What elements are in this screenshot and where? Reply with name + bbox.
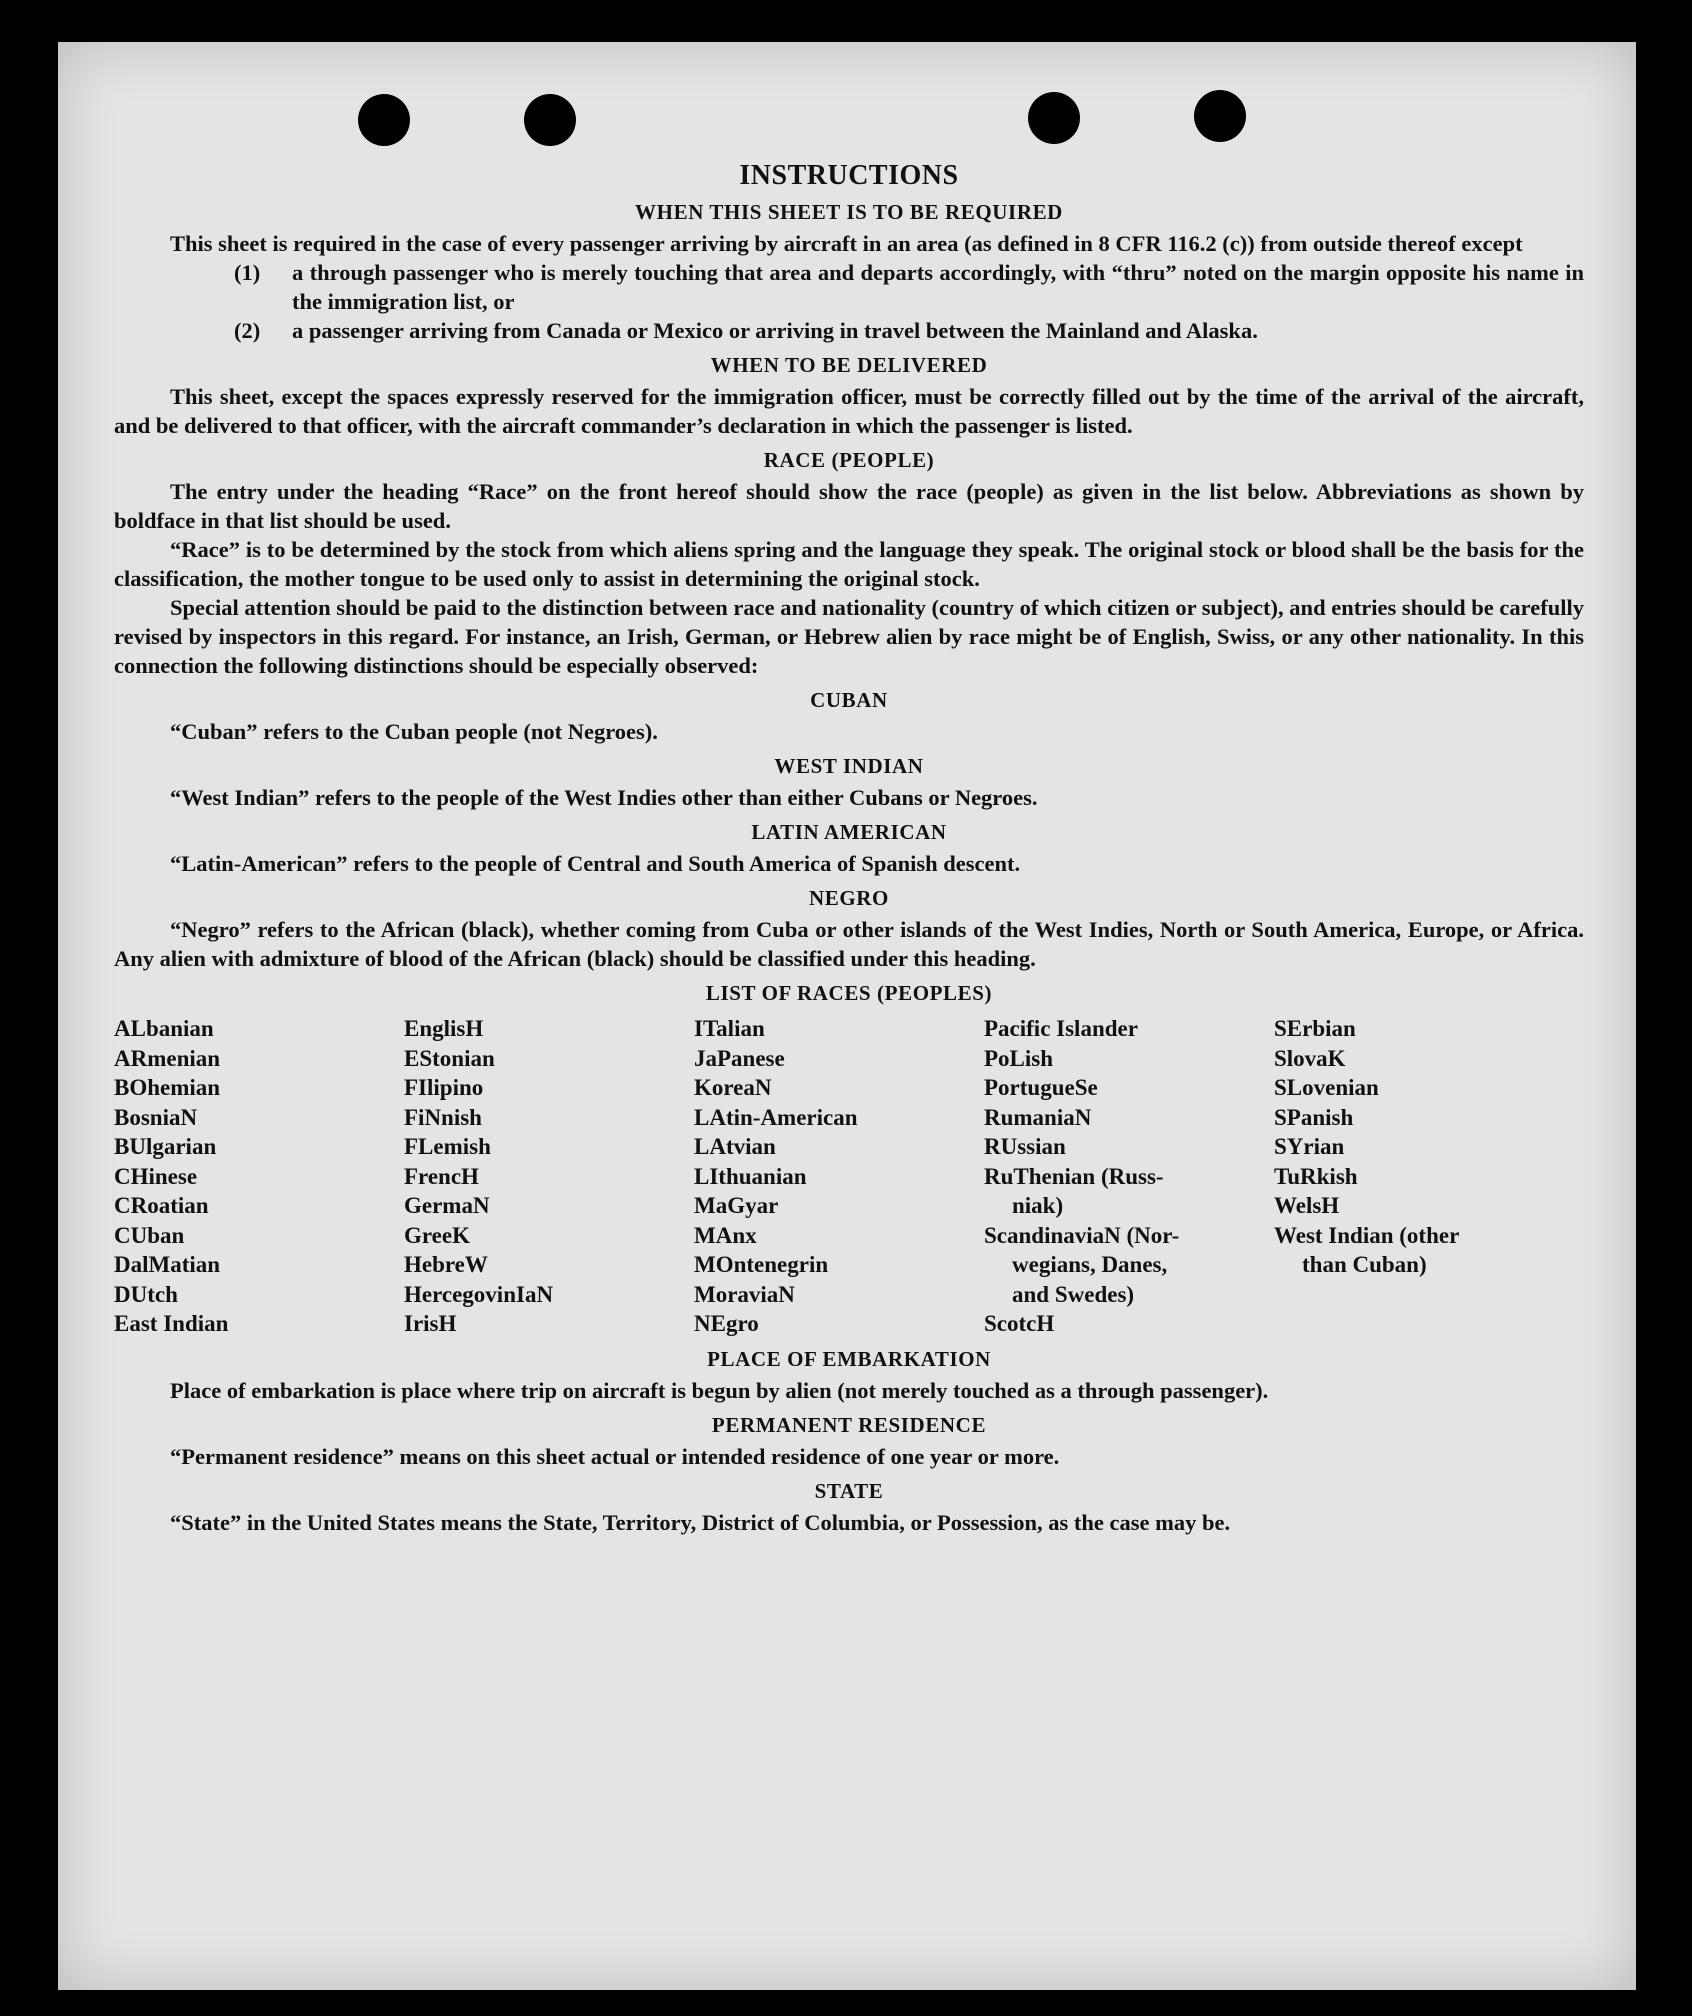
race-item: KoreaN xyxy=(694,1075,772,1100)
race-item: ITalian xyxy=(694,1016,765,1041)
item-text: a through passenger who is merely touching that area and departs accordingly, with “thru” noted on the margin opposite his name in the immigration list, or xyxy=(292,260,1584,314)
race-item: RuThenian (Russ- xyxy=(984,1163,1164,1189)
race-item: EStonian xyxy=(404,1045,495,1071)
race-item: BUlgarian xyxy=(114,1134,217,1159)
west-indian-text: “West Indian” refers to the people of the West Indies other than either Cubans or Negroes. xyxy=(170,785,1038,810)
races-column-4 xyxy=(984,1014,1274,1339)
page-title: INSTRUCTIONS xyxy=(739,160,959,191)
section-heading-latin-american: LATIN AMERICAN xyxy=(751,820,947,844)
punch-hole xyxy=(524,94,576,146)
race-item: LIthuanian xyxy=(694,1163,807,1189)
races-column-5 xyxy=(1274,1014,1564,1339)
race-paragraph: The entry under the heading “Race” on the front hereof should show the race (people) as given in the list below. Abbreviations as shown by boldface in that list should be used. xyxy=(114,479,1584,533)
race-item: SErbian xyxy=(1274,1016,1356,1041)
item-number: (2) xyxy=(234,318,261,343)
race-item: IrisH xyxy=(404,1311,457,1336)
race-item: SPanish xyxy=(1274,1104,1354,1130)
race-item: SlovaK xyxy=(1274,1045,1346,1071)
section-heading-delivered: WHEN TO BE DELIVERED xyxy=(710,353,988,377)
section-heading-residence: PERMANENT RESIDENCE xyxy=(711,1412,987,1437)
race-item: ARmenian xyxy=(114,1045,221,1071)
race-item: MaGyar xyxy=(694,1193,779,1218)
race-item: MOntenegrin xyxy=(694,1252,829,1277)
state-text: “State” in the United States means the State, Territory, District of Columbia, or Possession, as the case may be. xyxy=(170,1509,1231,1535)
residence-text: “Permanent residence” means on this sheet actual or intended residence of one year or more. xyxy=(170,1443,1060,1469)
race-item: FiNnish xyxy=(404,1104,482,1130)
punch-hole xyxy=(1194,90,1246,142)
race-item: RUssian xyxy=(984,1134,1066,1159)
race-item: FLemish xyxy=(404,1134,491,1159)
race-item: GreeK xyxy=(404,1222,470,1248)
race-item: HebreW xyxy=(404,1252,488,1277)
race-item: TuRkish xyxy=(1274,1163,1358,1189)
races-column-3 xyxy=(694,1014,984,1339)
race-item: JaPanese xyxy=(694,1045,785,1071)
instructions-content xyxy=(114,160,1584,1537)
race-item: RumaniaN xyxy=(984,1104,1092,1130)
race-item: Pacific Islander xyxy=(984,1016,1138,1041)
race-item: LAtin-American xyxy=(694,1104,858,1130)
race-item: ALbanian xyxy=(114,1016,214,1041)
race-item: LAtvian xyxy=(694,1134,776,1159)
race-item: CUban xyxy=(114,1222,185,1248)
section-heading-embarkation: PLACE OF EMBARKATION xyxy=(707,1346,991,1371)
race-item-continued: wegians, Danes, xyxy=(1012,1252,1168,1277)
races-column-2 xyxy=(404,1014,694,1339)
race-item: East Indian xyxy=(114,1311,229,1336)
race-item: ScandinaviaN (Nor- xyxy=(984,1222,1180,1248)
delivered-text: This sheet, except the spaces expressly reserved for the immigration officer, must be correctly filled out by the time of the arrival of the aircraft, and be delivered to that officer, with the aircraft commander’s declaration in which the passenger is listed. xyxy=(114,384,1584,438)
race-item: ScotcH xyxy=(984,1311,1055,1336)
punch-hole xyxy=(1028,92,1080,144)
cuban-text: “Cuban” refers to the Cuban people (not Negroes). xyxy=(170,719,658,744)
negro-text: “Negro” refers to the African (black), whether coming from Cuba or other islands of the West Indies, North or South America, Europe, or Africa. Any alien with admixture of blood of the African (black) should be classified under this heading. xyxy=(114,917,1584,971)
race-item: PortugueSe xyxy=(984,1075,1098,1100)
race-item: CHinese xyxy=(114,1163,198,1189)
required-intro: This sheet is required in the case of every passenger arriving by aircraft in an area (as defined in 8 CFR 116.2 (c)) from outside thereof except xyxy=(170,231,1523,256)
item-text: a passenger arriving from Canada or Mexico or arriving in travel between the Mainland and Alaska. xyxy=(292,318,1258,343)
punch-hole xyxy=(358,94,410,146)
list-item xyxy=(234,258,1584,316)
races-column-1 xyxy=(114,1014,404,1339)
race-item: FIlipino xyxy=(404,1075,484,1100)
race-item: MAnx xyxy=(694,1222,757,1248)
section-heading-races-list: LIST OF RACES (PEOPLES) xyxy=(705,981,993,1005)
section-heading-cuban: CUBAN xyxy=(810,688,888,712)
section-heading-negro: NEGRO xyxy=(808,886,889,910)
race-item: EnglisH xyxy=(404,1016,484,1041)
race-paragraph: “Race” is to be determined by the stock from which aliens spring and the language they speak. The original stock or blood shall be the basis for the classification, the mother tongue to be used only to assist in determining the original stock. xyxy=(114,537,1584,591)
race-item: West Indian (other xyxy=(1274,1222,1460,1248)
latin-american-text: “Latin-American” refers to the people of Central and South America of Spanish descent. xyxy=(170,851,1021,876)
race-item: DUtch xyxy=(114,1281,178,1307)
section-heading-required: WHEN THIS SHEET IS TO BE REQUIRED xyxy=(635,200,1063,224)
race-item: WelsH xyxy=(1274,1193,1340,1218)
race-item: FrencH xyxy=(404,1163,479,1189)
race-item: BosniaN xyxy=(114,1104,198,1130)
race-item: MoraviaN xyxy=(694,1281,795,1307)
race-item-continued: and Swedes) xyxy=(1012,1281,1135,1307)
document-page xyxy=(58,42,1636,1990)
race-item: SLovenian xyxy=(1274,1075,1379,1100)
list-item xyxy=(234,316,1584,345)
section-heading-race: RACE (PEOPLE) xyxy=(763,448,935,472)
section-heading-state: STATE xyxy=(814,1478,884,1503)
race-item: PoLish xyxy=(984,1045,1054,1071)
race-item: CRoatian xyxy=(114,1193,209,1218)
race-item-continued: than Cuban) xyxy=(1302,1252,1427,1277)
race-item: BOhemian xyxy=(114,1075,221,1100)
race-item-continued: niak) xyxy=(1012,1193,1064,1218)
race-paragraph: Special attention should be paid to the distinction between race and nationality (country of which citizen or subject), and entries should be carefully revised by inspectors in this regard. For instance, an Irish, German, or Hebrew alien by race might be of English, Swiss, or any other nationality. In this connection the following distinctions should be especially observed: xyxy=(114,595,1584,678)
race-item: SYrian xyxy=(1274,1134,1345,1159)
race-item: DalMatian xyxy=(114,1252,221,1277)
embarkation-text: Place of embarkation is place where trip on aircraft is begun by alien (not merely touched as a through passenger). xyxy=(170,1377,1269,1403)
race-item: NEgro xyxy=(694,1311,759,1336)
race-item: HercegovinIaN xyxy=(404,1281,554,1307)
item-number: (1) xyxy=(234,260,261,285)
race-item: GermaN xyxy=(404,1193,490,1218)
section-heading-west-indian: WEST INDIAN xyxy=(774,754,924,778)
races-list xyxy=(114,1014,1584,1339)
